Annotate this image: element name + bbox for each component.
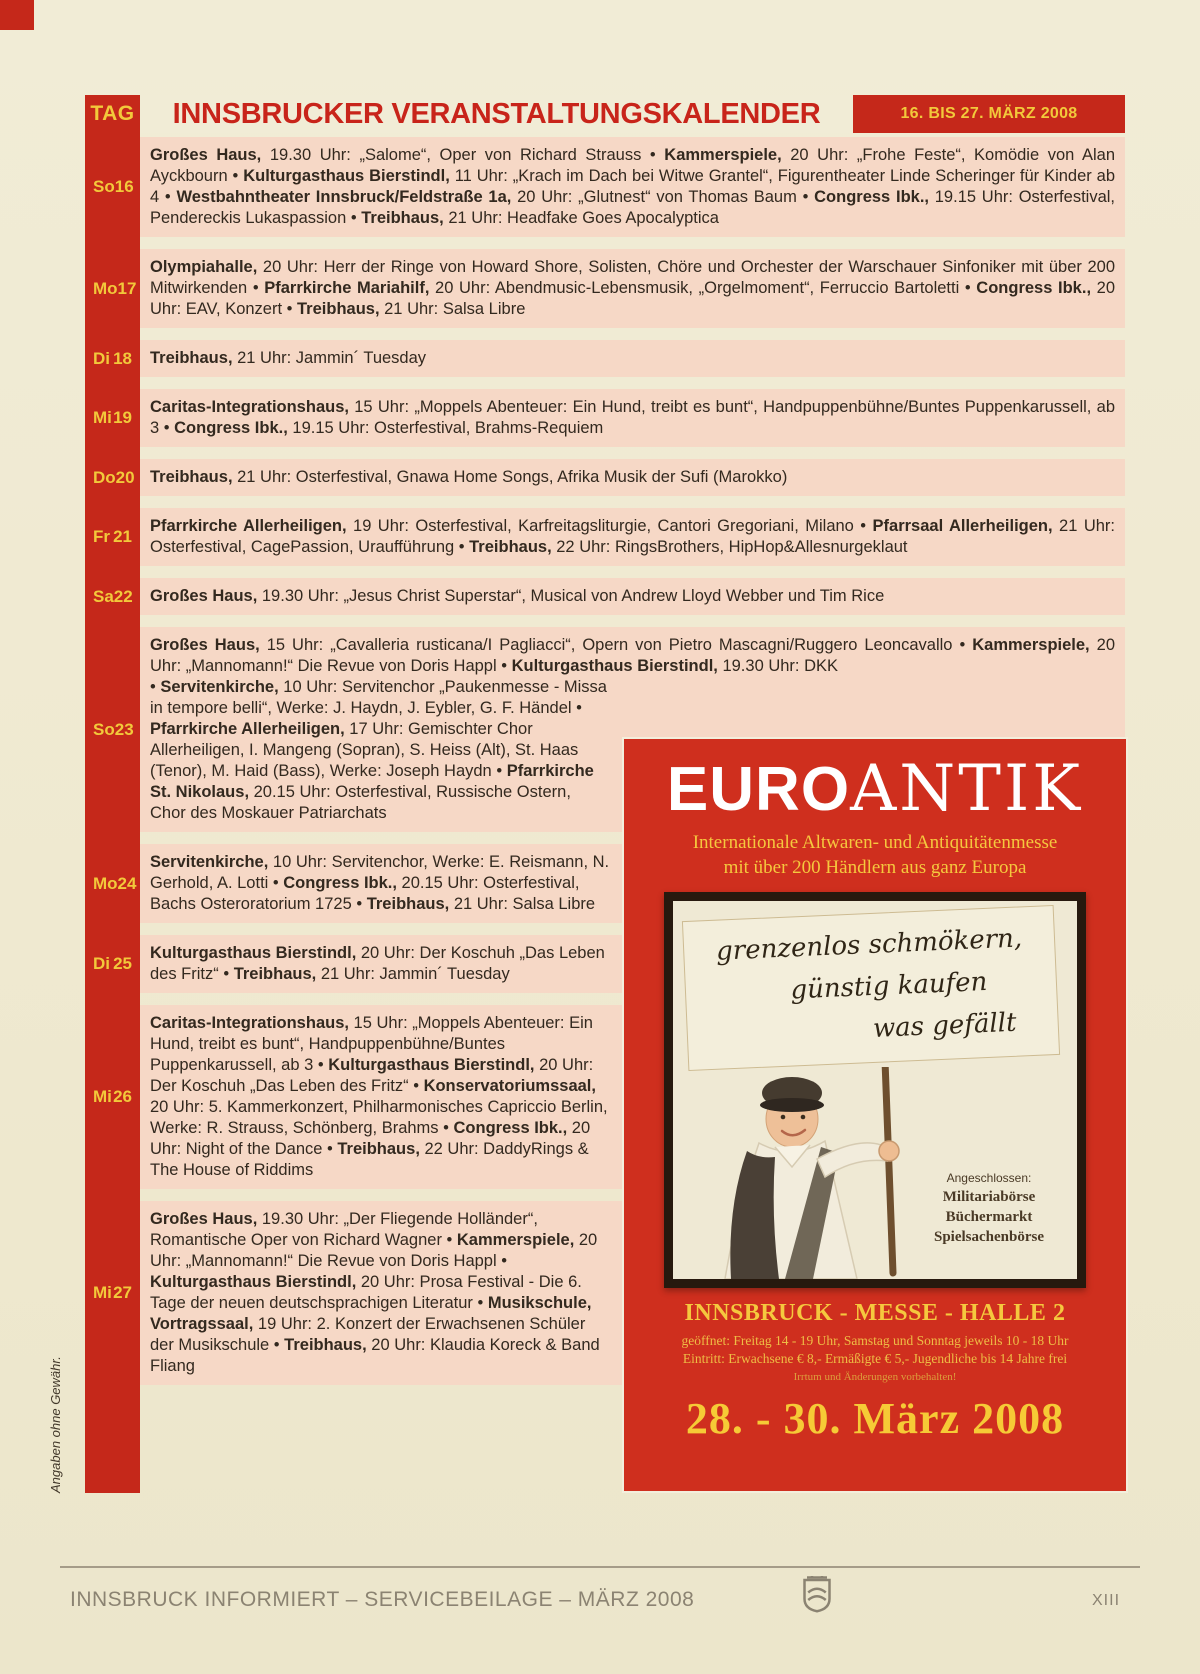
venue-name: Treibhaus, [284, 1336, 367, 1354]
ad-picture-frame [664, 892, 1086, 1288]
event-detail: 10 Uhr: Servitenchor, Werke: E. Reismann, N. Gerhold, A. Lotti • [150, 853, 610, 892]
venue-name: Westbahntheater Innsbruck/Feldstraße 1a, [176, 188, 512, 206]
day-label [85, 720, 140, 740]
event-detail: 20 Uhr: „Frohe Feste“, Komödie von Alan Ayckbourn • [150, 146, 1115, 185]
day-label [85, 468, 140, 488]
calendar-row [93, 459, 1125, 496]
day-date: 18 [113, 348, 132, 368]
day-name: Fr [93, 527, 110, 546]
ad-hours: geöffnet: Freitag 14 - 19 Uhr, Samstag und Sonntag jeweils 10 - 18 Uhr [681, 1333, 1069, 1348]
attached-fairs [905, 1169, 1073, 1247]
event-detail: 20 Uhr: Night of the Dance • [150, 1119, 591, 1158]
event-text-block [150, 1013, 610, 1181]
day-date: 17 [117, 278, 137, 298]
event-detail: 21 Uhr: Jammin´ Tuesday [232, 349, 427, 367]
calendar-row [93, 389, 1125, 447]
ad-brand-euro: EURO [666, 755, 851, 824]
venue-name: Servitenkirche, [150, 853, 269, 871]
day-name: Mi [93, 1087, 112, 1106]
tag-label: TAG [90, 102, 135, 125]
row-body [150, 257, 1115, 320]
ad-disclaimer: Irrtum und Änderungen vorbehalten! [793, 1371, 957, 1383]
attached-item-2: Büchermarkt [945, 1209, 1033, 1225]
venue-name: Großes Haus, [150, 146, 262, 164]
venue-name: Kammerspiele, [664, 146, 782, 164]
calendar-row [93, 508, 1125, 566]
day-date: 21 [113, 527, 132, 546]
venue-name: Pfarrkirche St. Nikolaus, [150, 762, 594, 801]
page-number: XIII [1092, 1592, 1121, 1609]
venue-name: Pfarrkirche Allerheiligen, [150, 517, 347, 535]
page-title: INNSBRUCKER VERANSTALTUNGSKALENDER [172, 97, 821, 130]
day-label [85, 527, 140, 547]
event-text-block [150, 348, 1115, 369]
venue-name: Pfarrkirche Mariahilf, [264, 279, 430, 297]
venue-name: Kulturgasthaus Bierstindl, [328, 1056, 535, 1074]
day-name: Di [93, 954, 110, 973]
day-label [85, 408, 140, 428]
ad-venue: INNSBRUCK - MESSE - HALLE 2 [684, 1300, 1066, 1326]
venue-name: Musikschule, Vortragssaal, [150, 1294, 592, 1333]
venue-name: Congress Ibk., [453, 1119, 568, 1137]
day-label [85, 874, 140, 894]
scan-mark [0, 0, 34, 30]
event-detail: 19 Uhr: 2. Konzert der Erwachsenen Schüler der Musikschule • [150, 1315, 586, 1354]
day-label [85, 177, 140, 197]
venue-name: Großes Haus, [150, 636, 260, 654]
venue-name: Kammerspiele, [972, 636, 1090, 654]
ad-admission: Eintritt: Erwachsene € 8,- Ermäßigte € 5,- Jugendliche bis 14 Jahre frei [682, 1351, 1068, 1366]
sign-text-2: günstig kaufen [789, 966, 988, 1006]
day-name: Do [93, 467, 116, 487]
venue-name: Olympiahalle, [150, 258, 258, 276]
event-detail: 10 Uhr: Servitenchor „Paukenmesse - Missa in tempore belli“, Werke: J. Haydn, J. Eybler, G. F. Händel • [150, 678, 607, 717]
event-text-block [150, 516, 1115, 558]
day-name: Sa [93, 586, 114, 606]
event-detail: 21 Uhr: Osterfestival, CagePassion, Uraufführung • [150, 517, 1115, 556]
venue-name: Treibhaus, [366, 895, 450, 913]
title-box [140, 95, 853, 133]
event-detail: 15 Uhr: „Moppels Abenteuer: Ein Hund, treibt es bunt“, Handpuppenbühne/Buntes Puppenkarussell, ab 3 • [150, 398, 1115, 437]
day-label [85, 1283, 140, 1303]
event-detail: 19.15 Uhr: Osterfestival, Pendereckis Lukaspassion • [150, 188, 1115, 227]
ad-subtitle-1: Internationale Altwaren- und Antiquitätenmesse [692, 832, 1058, 853]
venue-name: Treibhaus, [337, 1140, 420, 1158]
day-label [85, 1087, 140, 1107]
venue-name: Treibhaus, [150, 468, 233, 486]
event-detail: 20 Uhr: Herr der Ringe von Howard Shore, Solisten, Chöre und Orchester der Warschauer Sinfoniker mit über 200 Mitwirkenden • [150, 258, 1115, 297]
day-name: Mi [93, 1283, 112, 1302]
event-detail: 20 Uhr: Der Koschuh „Das Leben des Fritz“ • [150, 1056, 594, 1095]
venue-name: Treibhaus, [233, 965, 317, 983]
day-name: So [93, 719, 115, 739]
footer-text: INNSBRUCK INFORMIERT – SERVICEBEILAGE – MÄRZ 2008 [70, 1588, 695, 1611]
ad-subtitle-2: mit über 200 Händlern aus ganz Europa [723, 857, 1027, 878]
ad-brand-antik: ANTIK [850, 752, 1084, 826]
event-detail: 19.30 Uhr: „Der Fliegende Holländer“, Romantische Oper von Richard Wagner • [150, 1210, 538, 1249]
venue-name: Kulturgasthaus Bierstindl, [150, 1273, 357, 1291]
event-detail: • [150, 678, 161, 696]
event-detail: 20 Uhr: Abendmusic-Lebensmusik, „Orgelmoment“, Ferruccio Bartoletti • [429, 279, 977, 297]
event-detail: 20.15 Uhr: Osterfestival, Bachs Osteroratorium 1725 • [150, 874, 580, 913]
calendar-row [93, 578, 1125, 615]
venue-name: Pfarrsaal Allerheiligen, [872, 517, 1053, 535]
event-detail: 19.30 Uhr: „Salome“, Oper von Richard Strauss • [261, 146, 665, 164]
calendar-row [93, 340, 1125, 377]
event-detail: 20 Uhr: Klaudia Koreck & Band Fliang [150, 1336, 600, 1375]
venue-name: Treibhaus, [361, 209, 444, 227]
event-detail: 21 Uhr: Salsa Libre [449, 895, 596, 913]
event-text-block [150, 257, 1115, 320]
venue-name: Servitenkirche, [160, 678, 279, 696]
row-body [150, 467, 1115, 488]
event-detail: 21 Uhr: Headfake Goes Apocalyptica [443, 209, 719, 227]
venue-name: Treibhaus, [469, 538, 552, 556]
day-name: Mo [93, 278, 118, 298]
row-body [150, 348, 1115, 369]
day-date: 22 [113, 586, 133, 606]
venue-name: Kulturgasthaus Bierstindl, [150, 944, 357, 962]
day-label [85, 349, 140, 369]
event-detail: 20 Uhr: EAV, Konzert • [150, 279, 1116, 318]
event-detail: 21 Uhr: Jammin´ Tuesday [316, 965, 510, 983]
footer-divider [60, 1566, 1140, 1568]
euroantik-ad [622, 737, 1128, 1493]
venue-name: Congress Ibk., [976, 279, 1092, 297]
venue-name: Congress Ibk., [814, 188, 929, 206]
event-detail: 19.30 Uhr: DKK [717, 657, 839, 675]
event-text-block [150, 1209, 610, 1377]
calendar-row [93, 137, 1125, 237]
venue-name: Großes Haus, [150, 1210, 258, 1228]
event-text-block [150, 677, 610, 824]
event-detail: 22 Uhr: RingsBrothers, HipHop&Allesnurgeklaut [551, 538, 908, 556]
event-detail: 20 Uhr: Prosa Festival - Die 6. Tage der neuen deutschsprachigen Literatur • [150, 1273, 582, 1312]
attached-item-1: Militariabörse [942, 1189, 1036, 1205]
day-date: 27 [113, 1283, 132, 1302]
ad-sign-board [682, 905, 1060, 1071]
venue-name: Kammerspiele, [456, 1231, 575, 1249]
day-label [85, 279, 140, 299]
event-detail: 15 Uhr: „Cavalleria rusticana/I Pagliacci“, Opern von Pietro Mascagni/Ruggero Leoncavallo • [259, 636, 973, 654]
day-name: Mi [93, 408, 112, 427]
row-body [150, 397, 1115, 439]
calendar-header [85, 95, 1125, 133]
innsbruck-crest-icon [802, 1576, 832, 1614]
day-date: 26 [113, 1087, 132, 1106]
venue-name: Konservatoriumssaal, [423, 1077, 596, 1095]
day-date: 23 [114, 719, 134, 739]
row-body [150, 586, 1115, 607]
day-name: Mo [93, 873, 118, 893]
attached-label: Angeschlossen: [946, 1171, 1032, 1185]
event-detail: 20 Uhr: Der Koschuh „Das Leben des Fritz“ • [150, 944, 605, 983]
event-detail: 20 Uhr: 5. Kammerkonzert, Philharmonisches Capriccio Berlin, Werke: R. Strauss, Schönberg, Brahms • [150, 1098, 608, 1137]
venue-name: Caritas-Integrationshaus, [150, 1014, 349, 1032]
event-detail: 20.15 Uhr: Osterfestival, Russische Ostern, Chor des Moskauer Patriarchats [150, 783, 571, 822]
event-text-block [150, 397, 1115, 439]
event-detail: 19 Uhr: Osterfestival, Karfreitagsliturgie, Cantori Gregoriani, Milano • [346, 517, 873, 535]
venue-name: Großes Haus, [150, 587, 258, 605]
venue-name: Kulturgasthaus Bierstindl, [243, 167, 450, 185]
event-detail: 19.30 Uhr: „Jesus Christ Superstar“, Musical von Andrew Lloyd Webber und Tim Rice [257, 587, 885, 605]
venue-name: Congress Ibk., [174, 419, 288, 437]
disclaimer-side-note: Angaben ohne Gewähr. [48, 1356, 63, 1493]
day-date: 20 [115, 467, 135, 487]
day-label [85, 587, 140, 607]
day-date: 25 [113, 954, 132, 973]
row-body [150, 145, 1115, 229]
event-detail: 11 Uhr: „Krach im Dach bei Witwe Grantel“, Figurentheater Linde Scheringer für Kinder ab 4 • [150, 167, 1115, 206]
boy-illustration [687, 1067, 937, 1279]
event-text-block [150, 467, 1115, 488]
day-label [85, 954, 140, 974]
venue-name: Kulturgasthaus Bierstindl, [511, 657, 718, 675]
date-range: 16. BIS 27. MÄRZ 2008 [900, 105, 1078, 122]
venue-name: Congress Ibk., [283, 874, 397, 892]
venue-name: Caritas-Integrationshaus, [150, 398, 349, 416]
event-detail: 20 Uhr: „Mannomann!“ Die Revue von Doris Happl • [150, 636, 1115, 675]
ad-brand [624, 752, 1126, 826]
venue-name: Pfarrkirche Allerheiligen, [150, 720, 345, 738]
calendar-row [93, 249, 1125, 328]
attached-item-3: Spielsachenbörse [933, 1229, 1044, 1245]
sign-text-3: was gefällt [872, 1007, 1018, 1044]
event-detail: 20 Uhr: „Mannomann!“ Die Revue von Doris Happl • [150, 1231, 598, 1270]
event-detail: 19.15 Uhr: Osterfestival, Brahms-Requiem [287, 419, 604, 437]
event-detail: 17 Uhr: Gemischter Chor Allerheiligen, I. Mangeng (Sopran), S. Heiss (Alt), St. Haas (Tenor), M. Haid (Bass), Werke: Joseph Haydn • [150, 720, 579, 780]
venue-name: Treibhaus, [297, 300, 380, 318]
event-detail: 21 Uhr: Osterfestival, Gnawa Home Songs, Afrika Musik der Sufi (Marokko) [232, 468, 788, 486]
event-text-block [150, 943, 610, 985]
event-detail: 21 Uhr: Salsa Libre [379, 300, 526, 318]
event-detail: 22 Uhr: DaddyRings & The House of Riddims [150, 1140, 589, 1179]
event-detail: 15 Uhr: „Moppels Abenteuer: Ein Hund, treibt es bunt“, Handpuppenbühne/Buntes Puppenkarussell, ab 3 • [150, 1014, 593, 1074]
day-name: Di [93, 348, 110, 368]
day-date: 24 [117, 873, 137, 893]
row-body [150, 516, 1115, 558]
sign-text-1: grenzenlos schmökern, [715, 923, 1023, 967]
event-detail: 20 Uhr: „Glutnest“ von Thomas Baum • [511, 188, 815, 206]
day-name: So [93, 177, 115, 196]
event-text-block [150, 852, 610, 915]
day-date: 19 [113, 408, 132, 427]
venue-name: Treibhaus, [150, 349, 233, 367]
event-text-block [150, 635, 1115, 677]
day-date: 16 [114, 177, 134, 196]
ad-dates: 28. - 30. März 2008 [685, 1394, 1065, 1443]
event-text-block [150, 586, 1115, 607]
event-text-block [150, 145, 1115, 229]
